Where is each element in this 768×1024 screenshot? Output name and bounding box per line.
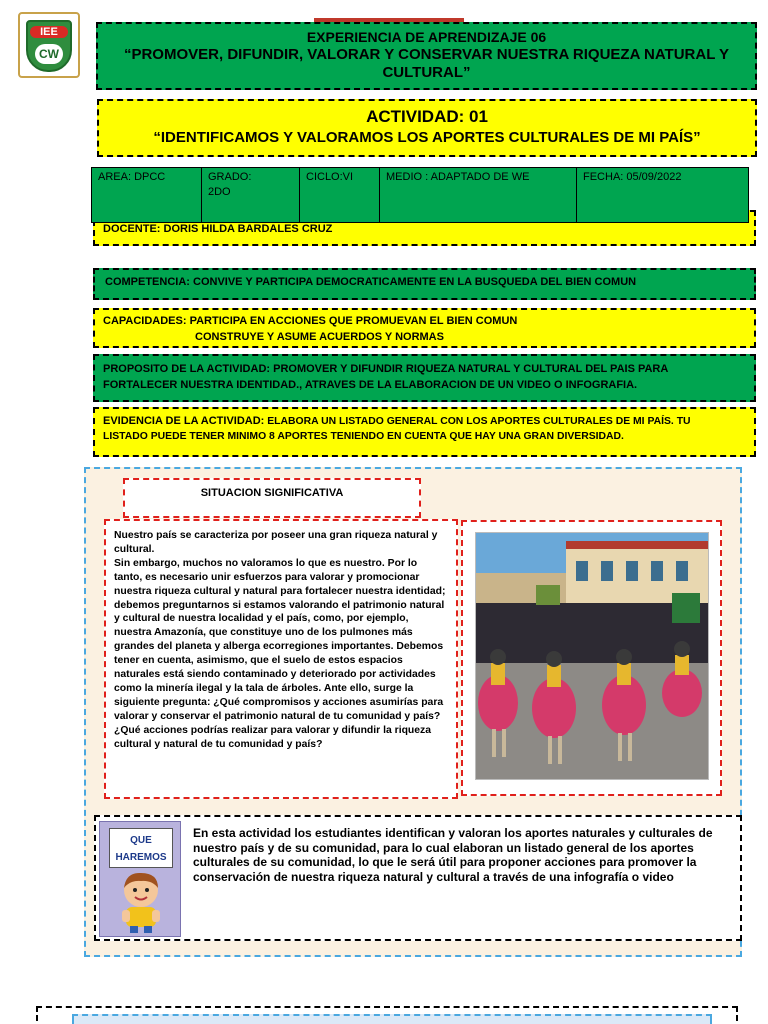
activity-header [97, 99, 757, 157]
grade-label: GRADO: [208, 171, 252, 183]
situation-text-box [104, 519, 458, 799]
cycle-cell [300, 168, 380, 222]
medium-value: MEDIO : ADAPTADO DE WE [386, 171, 530, 183]
evidence-label: EVIDENCIA DE LA ACTIVIDAD: [103, 415, 265, 427]
competence-text: COMPETENCIA: CONVIVE Y PARTICIPA DEMOCRATICAMENTE EN LA BUSQUEDA DEL BIEN COMUN [105, 276, 637, 288]
situation-text: Nuestro país se caracteriza por poseer una gran riqueza natural y cultural. Sin embargo, muchos no valoramos lo que es nuestro. Por lo tanto, es necesario unir esfuerzos para valorar y promocionar nuestra riqueza cultural y natural para fortalecer nuestra identidad; debemos preguntarnos si estamos valorando el patrimonio natural y cultural de nuestra localidad y el país, como, por ejemplo, nuestra Amazonía, que constituye uno de los pulmones más grandes del planeta y alberga ecorregiones importantes. Debemos tener en cuenta, asimismo, que el suelo de estos espacios naturales está siendo contaminado y deteriorado por actividades como la minería ilegal y la tala de árboles. Ante ello, surge la siguiente pregunta: ¿Qué compromisos y acciones asumirías para valorar y conservar el patrimonio natural de tu comunidad y país? ¿Qué acciones podrías realizar para valorar y difundir la riqueza cultural y natural de tu comunidad y país? [114, 530, 446, 750]
what-we-do-label-1: QUE [130, 835, 152, 846]
purpose-line1: PROPOSITO DE LA ACTIVIDAD: PROMOVER Y DIFUNDIR RIQUEZA NATURAL Y CULTURAL DEL PAIS PARA [103, 363, 669, 375]
capacities-line2: CONSTRUYE Y ASUME ACUERDOS Y NORMAS [195, 331, 444, 343]
evidence-line1 [103, 414, 754, 429]
teacher-name: DOCENTE: DORIS HILDA BARDALES CRUZ [103, 223, 333, 235]
logo-top-text: IEE [30, 26, 68, 38]
competence-bar [93, 268, 756, 300]
shield-icon [26, 20, 72, 72]
what-we-do-label-2: HAREMOS [115, 852, 167, 863]
purpose-line2: FORTALECER NUESTRA IDENTIDAD., ATRAVES DE LA ELABORACION DE UN VIDEO O INFOGRAFIA. [103, 379, 638, 391]
experience-header [96, 22, 757, 90]
capacities-bar [93, 308, 756, 348]
experience-title-line1: “PROMOVER, DIFUNDIR, VALORAR Y CONSERVAR NUESTRA RIQUEZA NATURAL Y [123, 46, 730, 63]
experience-title-line2: CULTURAL” [382, 64, 471, 81]
grade-cell [202, 168, 300, 222]
capacities-line1: CAPACIDADES: PARTICIPA EN ACCIONES QUE PROMUEVAN EL BIEN COMUN [103, 315, 518, 327]
school-logo [18, 12, 80, 78]
date-cell [577, 168, 748, 222]
situation-title: SITUACION SIGNIFICATIVA [123, 478, 421, 518]
activity-number: ACTIVIDAD: 01 [366, 107, 488, 126]
what-we-do-label [109, 828, 173, 868]
info-table [91, 167, 749, 223]
festival-dancers-photo [475, 532, 709, 780]
area-cell [92, 168, 202, 222]
medium-cell [380, 168, 577, 222]
evidence-line2: LISTADO PUEDE TENER MINIMO 8 APORTES TENIENDO EN CUENTA QUE HAY UNA GRAN DIVERSIDAD. [103, 431, 624, 442]
child-icon [112, 870, 170, 934]
evidence-text-1: ELABORA UN LISTADO GENERAL CON LOS APORTES CULTURALES DE MI PAÍS. TU [264, 416, 691, 427]
what-we-do-text: En esta actividad los estudiantes identifican y valoran los aportes naturales y culturales de nuestro país y de su comunidad, para lo cual elaboran un listado general de los aportes culturales de su comunidad, lo que le será útil para proponer acciones para promover la conservación de nuestra riqueza natural y cultural a través de una infografía o video [193, 826, 713, 884]
date-value: FECHA: 05/09/2022 [583, 171, 682, 183]
area-value: AREA: DPCC [98, 171, 166, 183]
festival-illustration [476, 533, 709, 780]
what-we-do-card [99, 821, 181, 937]
evidence-bar [93, 407, 756, 457]
logo-bottom-text: CW [35, 44, 63, 64]
photo-frame [461, 520, 722, 796]
experience-number: EXPERIENCIA DE APRENDIZAJE 06 [306, 29, 547, 45]
grade-value: 2DO [208, 186, 231, 198]
cycle-value: CICLO:VI [306, 171, 354, 183]
purpose-bar [93, 354, 756, 402]
activity-title: “IDENTIFICAMOS Y VALORAMOS LOS APORTES CULTURALES DE MI PAÍS” [153, 129, 701, 146]
next-section-inner [72, 1014, 712, 1024]
